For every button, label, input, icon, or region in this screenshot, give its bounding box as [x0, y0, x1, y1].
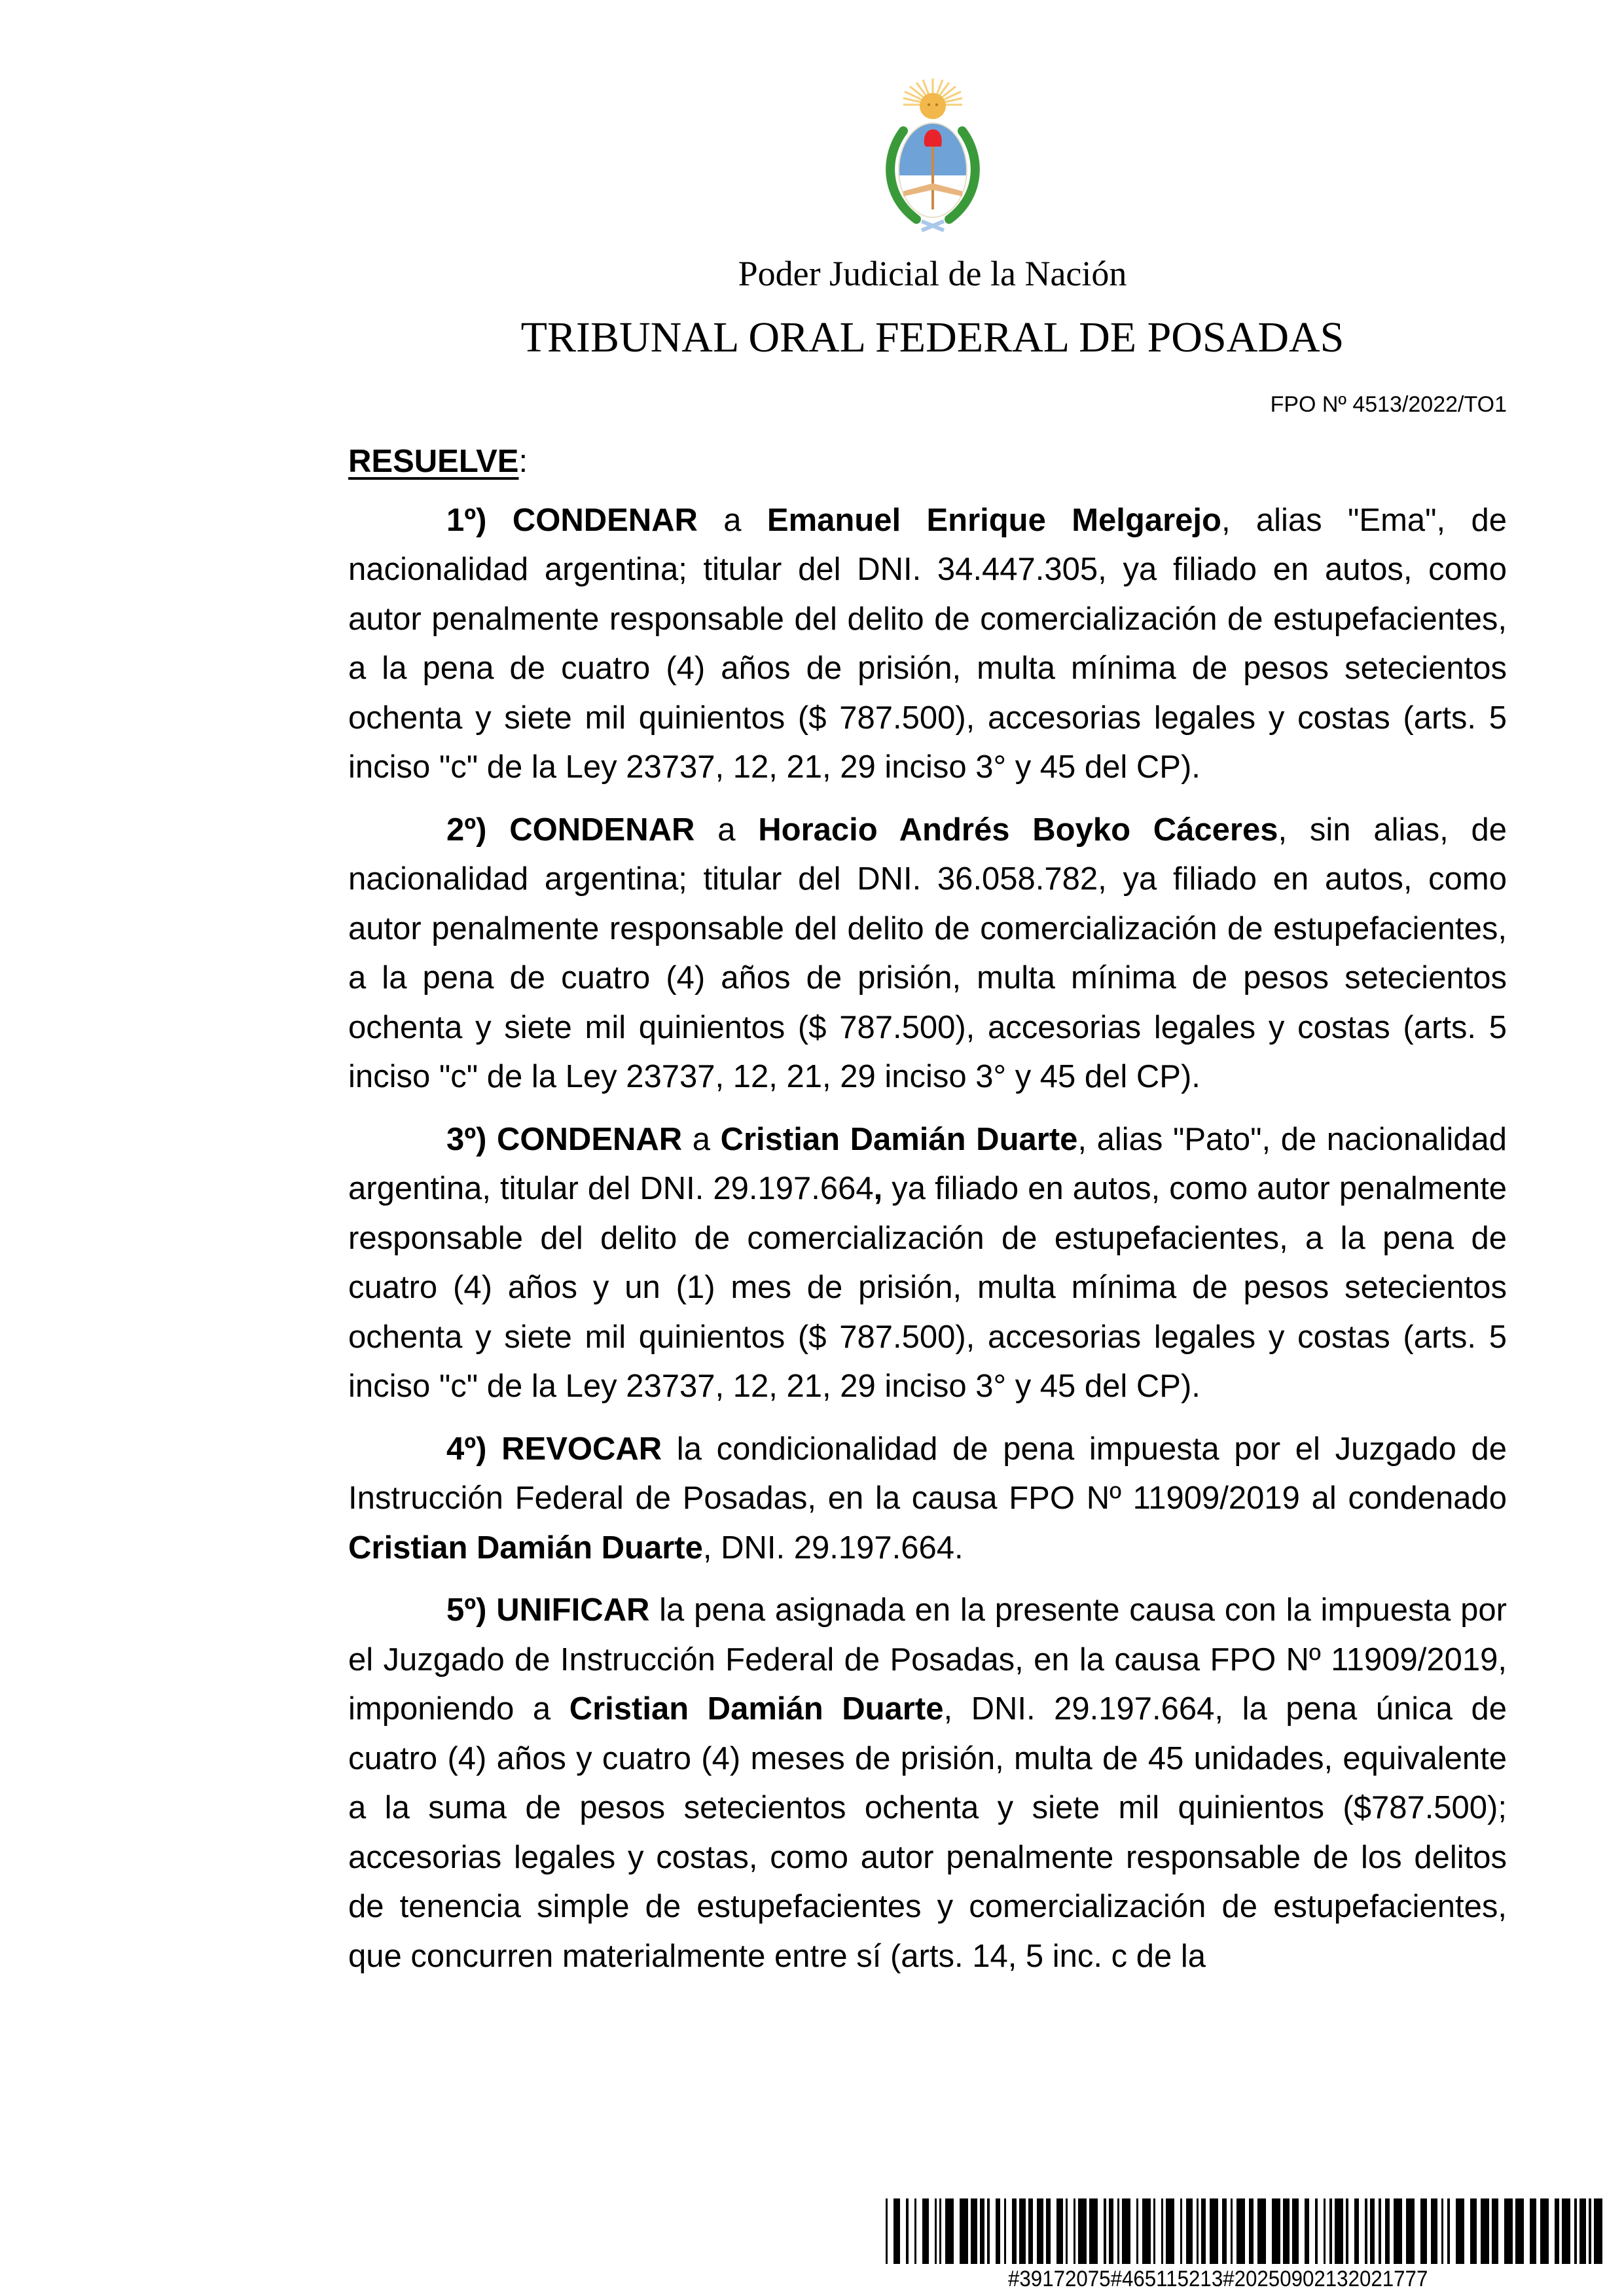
item-number: 2º) — [446, 812, 487, 848]
connector: a — [692, 1121, 711, 1157]
bold-comma: , — [873, 1171, 883, 1206]
defendant-name: Cristian Damián Duarte — [348, 1530, 703, 1566]
connector: a — [723, 502, 742, 538]
resuelve-colon: : — [518, 444, 528, 479]
item-action: REVOCAR — [501, 1431, 662, 1467]
item-text: , sin alias, de nacionalidad argentina; titular del DNI. 36.058.782, ya filiado en autos, como autor penalmente responsable del delito de comercialización de estupefacientes, a la pena de cuatro (4) años de prisión, multa mínima de pesos setecientos ochenta y siete mil quinientos ($ 787.500), accesorias legales y costas (arts. 5 inciso "c" de la Ley 23737, 12, 21, 29 inciso 3° y 45 del CP). — [348, 812, 1507, 1094]
barcode-text: #39172075#465115213#20250902132021777 — [1008, 2267, 1428, 2291]
resuelve-label: RESUELVE — [348, 444, 519, 479]
resolution-item-4 — [348, 1425, 1507, 1573]
resolution-item-1 — [348, 496, 1507, 793]
item-action: CONDENAR — [509, 812, 695, 848]
item-number: 4º) — [446, 1431, 487, 1467]
item-action: CONDENAR — [512, 502, 698, 538]
resuelve-heading — [348, 437, 1507, 487]
barcode-icon — [886, 2198, 1610, 2264]
defendant-name: Cristian Damián Duarte — [720, 1121, 1078, 1157]
item-action: CONDENAR — [497, 1121, 683, 1157]
resolution-item-2 — [348, 806, 1507, 1102]
defendant-name: Emanuel Enrique Melgarejo — [767, 502, 1221, 538]
court-name: TRIBUNAL ORAL FEDERAL DE POSADAS — [520, 314, 1344, 361]
argentina-coat-of-arms-icon — [877, 79, 988, 236]
item-text: ya filiado en autos, como autor penalmente responsable del delito de comercialización de estupefacientes, a la pena de cuatro (4) años y un (1) mes de prisión, multa mínima de pesos setecientos ochenta y siete mil quinientos ($ 787.500), accesorias legales y costas (arts. 5 inciso "c" de la Ley 23737, 12, 21, 29 inciso 3° y 45 del CP). — [348, 1171, 1507, 1404]
defendant-name: Horacio Andrés Boyko Cáceres — [758, 812, 1278, 848]
item-number: 3º) — [446, 1121, 487, 1157]
item-text: la pena asignada en la presente causa con la impuesta por el Juzgado de Instrucción Federal de Posadas, en la causa FPO Nº 11909/2019, imponiendo a — [348, 1592, 1507, 1727]
case-number: FPO Nº 4513/2022/TO1 — [1270, 392, 1507, 417]
defendant-name: Cristian Damián Duarte — [569, 1691, 944, 1727]
item-action: UNIFICAR — [496, 1592, 650, 1628]
item-text: , DNI. 29.197.664, la pena única de cuatro (4) años y cuatro (4) meses de prisión, multa de 45 unidades, equivalente a la suma de pesos setecientos ochenta y siete mil quinientos ($787.500); accesorias legales y costas, como autor penalmente responsable de los delitos de tenencia simple de estupefacientes y comercialización de estupefacientes, que concurren materialmente entre sí (arts. 14, 5 inc. c de la — [348, 1691, 1507, 1974]
item-text: la condicionalidad de pena impuesta por el Juzgado de Instrucción Federal de Posadas, en la causa FPO Nº 11909/2019 al condenado — [348, 1431, 1507, 1516]
connector: a — [717, 812, 736, 848]
item-number: 5º) — [446, 1592, 487, 1628]
item-text: , DNI. 29.197.664. — [702, 1530, 964, 1566]
item-number: 1º) — [446, 502, 487, 538]
resolution-item-5 — [348, 1586, 1507, 1981]
resolution-item-3 — [348, 1115, 1507, 1412]
institution-name: Poder Judicial de la Nación — [738, 254, 1127, 293]
resolution-body — [348, 437, 1507, 1994]
item-text: , alias "Pato", de nacionalidad argentina, titular del DNI. 29.197.664 — [348, 1121, 1507, 1206]
item-text: , alias "Ema", de nacionalidad argentina; titular del DNI. 34.447.305, ya filiado en autos, como autor penalmente responsable del delito de comercialización de estupefacientes, a la pena de cuatro (4) años de prisión, multa mínima de pesos setecientos ochenta y siete mil quinientos ($ 787.500), accesorias legales y costas (arts. 5 inciso "c" de la Ley 23737, 12, 21, 29 inciso 3° y 45 del CP). — [348, 502, 1507, 785]
